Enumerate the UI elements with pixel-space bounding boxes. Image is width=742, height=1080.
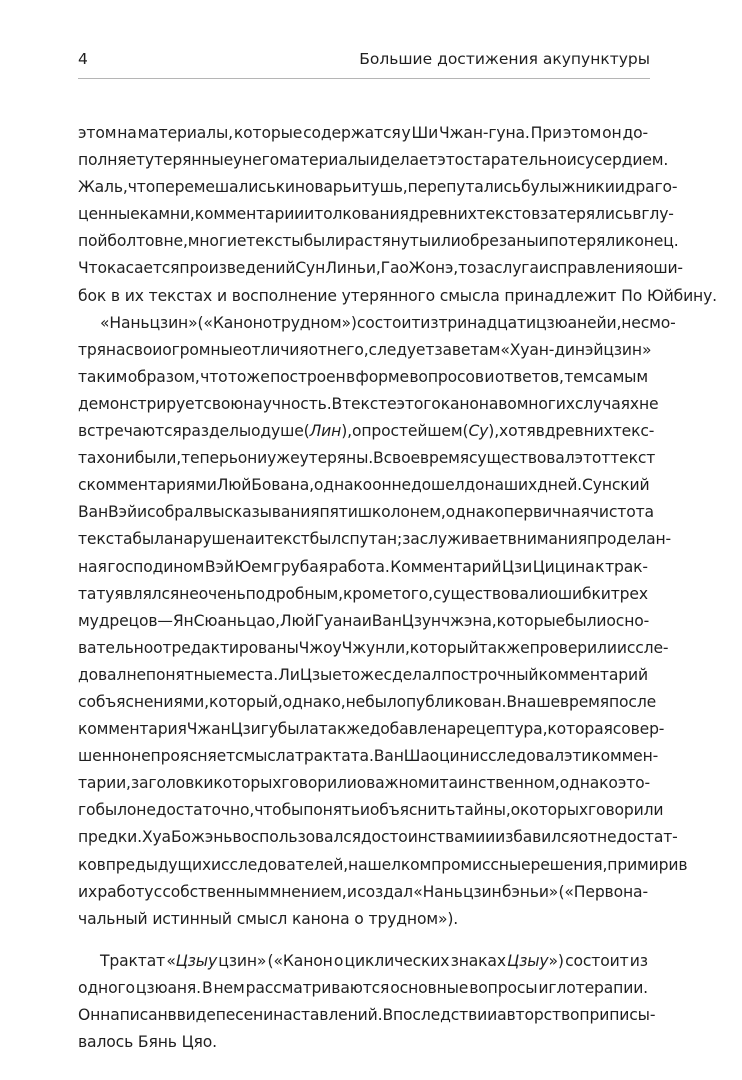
text-line: го было недостаточно, чтобы понять и объяснить тайны, о которых говорили <box>78 801 664 820</box>
text-line: вательно отредактированы Чжоу Чжунли, который также проверил и иссле- <box>78 638 669 657</box>
text-line: одного цзюаня. В нем рассматриваются основные вопросы иглотерапии. <box>78 978 648 997</box>
text-line: шенно не проясняет смысла трактата. Ван Шаоцин исследовал эти коммен- <box>78 747 659 766</box>
running-title: Большие достижения акупунктуры <box>359 50 650 68</box>
text-line: ценные камни, комментарии и толкования древних текстов затерялись в глу- <box>78 205 674 224</box>
text-line: демонстрирует свою научность. В тексте этого канона во многих случаях не <box>78 394 659 413</box>
text-line: предки. Хуа Божэнь воспользовался достоинствами и избавился от недостат- <box>78 828 678 847</box>
text-line: Трактат «Цзыу цзин» («Канон о циклических знаках Цзыу») состоит из <box>100 951 648 970</box>
text-line: полняет утерянные у него материалы и делает это старательно и с усердием. <box>78 151 669 170</box>
text-line: комментария Чжан Цзигу была также добавлена рецептура, которая совер- <box>78 720 665 739</box>
text-line: их работу с собственным мнением, и создал «Нань цзин бэньи» («Первона- <box>78 882 648 901</box>
text-line: ная господином Вэй Юем грубая работа. Комментарий Цзи Цицина к трак- <box>78 557 648 576</box>
text-line: Он написан в виде песен и наставлений. Впоследствии авторство приписы- <box>78 1006 656 1024</box>
text-line: пой болтовне, многие тексты были растянуты или обрезаны и потеряли конец. <box>78 232 679 251</box>
text-line: валось Бянь Цяо. <box>78 1033 217 1052</box>
text-line: ков предыдущих исследователей, нашел компромиссные решения, примирив <box>78 855 688 874</box>
text-line: «Нань цзин» («Канон о трудном») состоит из тринадцати цзюаней и, несмо- <box>100 313 676 332</box>
text-line: мудрецов — Ян Сюаньцао, Люй Гуана и Ван Цзунчжэна, которые были осно- <box>78 611 650 630</box>
text-line: тах они были, теперь они уже утеряны. В свое время существовал этот текст <box>78 449 656 468</box>
text-line: встречаются разделы о душе (Лин), о простейшем (Су), хотя в древних текс- <box>78 422 655 441</box>
text-line: тарии, заголовки которых говорили о важном и таинственном, однако это- <box>78 774 651 793</box>
text-line: тря на свои огромные отличия от него, следует заветам «Хуан-ди нэй цзин» <box>78 340 652 359</box>
text-line: бок в их текстах и восполнение утерянного смысла принадлежит По Юйбину. <box>78 286 717 305</box>
text-line: Что касается произведений Сун Линьи, Гао Жонэ, то заслуга исправления оши- <box>78 259 683 278</box>
text-line: с комментариями Люй Бована, однако он не дошел до наших дней. Сунский <box>78 476 650 495</box>
text-line: этом на материалы, которые содержатся у Ши Чжан-гуна. При этом он до- <box>78 124 648 142</box>
text-line: Ван Вэйи собрал высказывания пяти школ о нем, однако первичная чистота <box>78 503 654 522</box>
text-line: текста была нарушена и текст был спутан; заслуживает внимания проделан- <box>78 530 672 549</box>
text-line: с объяснениями, который, однако, не был опубликован. В наше время после <box>78 692 657 711</box>
text-lines <box>78 120 717 1056</box>
page-number: 4 <box>78 50 88 68</box>
text-line: Жаль, что перемешались киноварь и тушь, перепутались булыжники и драго- <box>78 178 678 197</box>
text-line: тату являлся не очень подробным, кроме того, существовали ошибки трех <box>78 584 648 603</box>
text-line: таким образом, что тоже построен в форме вопросов и ответов, тем самым <box>78 367 648 386</box>
text-line: довал непонятные места. Ли Цзые тоже сделал построчный комментарий <box>78 665 648 684</box>
body-text <box>78 120 717 1056</box>
header-divider <box>78 78 650 79</box>
text-line: чальный истинный смысл канона о трудном»). <box>78 909 459 928</box>
